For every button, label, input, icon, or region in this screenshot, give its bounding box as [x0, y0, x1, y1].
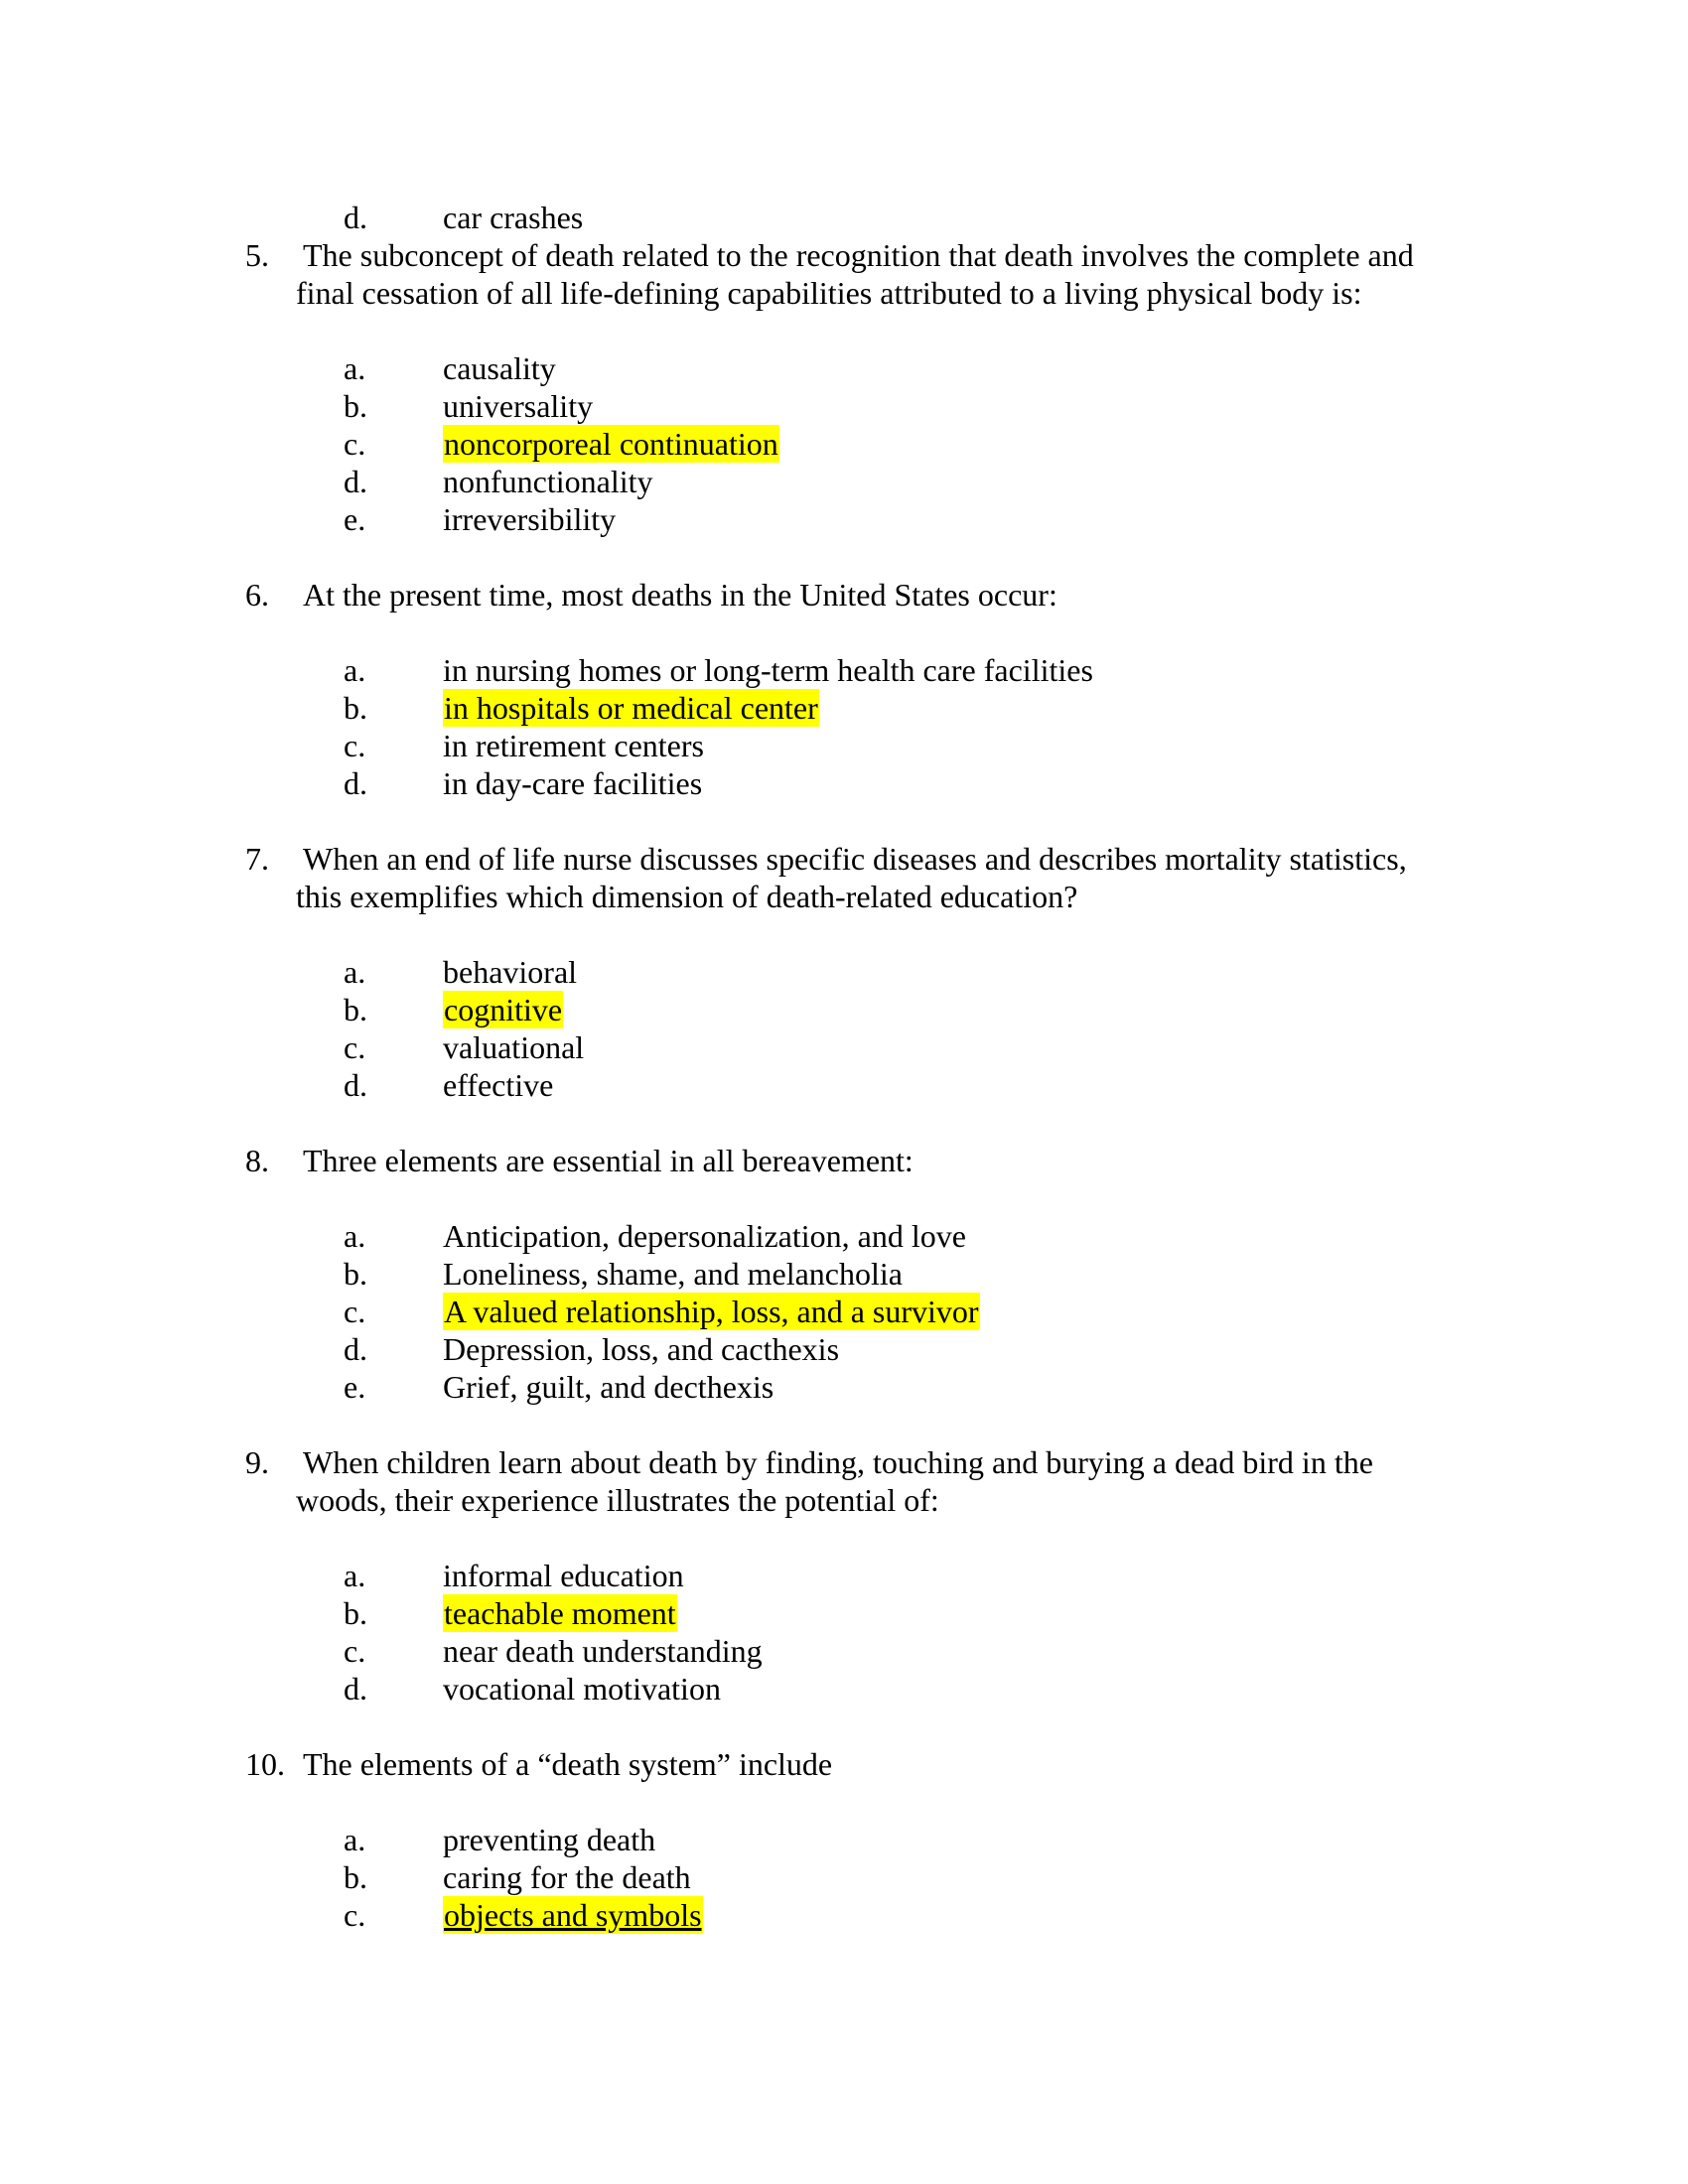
option-letter: a.	[344, 954, 366, 990]
option-letter: c.	[344, 728, 366, 763]
option-letter: c.	[344, 426, 366, 462]
question-number: 5.	[245, 237, 269, 273]
question-number: 7.	[245, 841, 269, 877]
option-letter: b.	[344, 1256, 367, 1292]
option-letter: d.	[344, 765, 367, 801]
option-text: universality	[443, 388, 594, 424]
option-letter: d.	[344, 1067, 367, 1103]
option-letter: b.	[344, 992, 367, 1027]
option-letter: c.	[344, 1897, 366, 1933]
option-text: car crashes	[443, 200, 584, 235]
option-letter: e.	[344, 501, 366, 537]
highlighted-answer: noncorporeal continuation	[444, 426, 778, 462]
option-text: Anticipation, depersonalization, and love	[443, 1218, 966, 1254]
option-text: near death understanding	[443, 1633, 763, 1669]
option-text: behavioral	[443, 954, 578, 990]
option-letter: a.	[344, 1218, 366, 1254]
option-letter: e.	[344, 1369, 366, 1405]
question-text: At the present time, most deaths in the United States occur:	[303, 577, 1057, 613]
question-number: 6.	[245, 577, 269, 613]
option-letter: b.	[344, 1595, 367, 1631]
question-text: The subconcept of death related to the recognition that death involves the complete and	[303, 237, 1414, 273]
option-letter: a.	[344, 1558, 366, 1593]
option-letter: c.	[344, 1294, 366, 1329]
option-letter: b.	[344, 388, 367, 424]
question-text-continued: this exemplifies which dimension of death-related education?	[296, 879, 1078, 914]
option-text: Grief, guilt, and decthexis	[443, 1369, 774, 1405]
option-text: irreversibility	[443, 501, 617, 537]
question-text: When an end of life nurse discusses specific diseases and describes mortality statistics,	[303, 841, 1407, 877]
option-letter: d.	[344, 200, 367, 235]
highlighted-answer: in hospitals or medical center	[444, 690, 818, 726]
highlighted-answer: objects and symbols	[444, 1897, 702, 1933]
option-letter: c.	[344, 1029, 366, 1065]
option-text: informal education	[443, 1558, 684, 1593]
option-text: nonfunctionality	[443, 464, 653, 499]
option-text: effective	[443, 1067, 554, 1103]
option-letter: d.	[344, 464, 367, 499]
option-text: causality	[443, 350, 556, 386]
option-letter: a.	[344, 1822, 366, 1857]
highlighted-answer: teachable moment	[444, 1595, 676, 1631]
option-letter: a.	[344, 350, 366, 386]
option-text: Depression, loss, and cacthexis	[443, 1331, 840, 1367]
option-letter: d.	[344, 1331, 367, 1367]
option-text: in nursing homes or long-term health care facilities	[443, 652, 1093, 688]
option-text: in day-care facilities	[443, 765, 703, 801]
option-letter: c.	[344, 1633, 366, 1669]
highlighted-answer: cognitive	[444, 992, 563, 1027]
highlighted-answer: A valued relationship, loss, and a survivor	[444, 1294, 979, 1329]
option-letter: a.	[344, 652, 366, 688]
question-number: 8.	[245, 1143, 269, 1178]
option-text: vocational motivation	[443, 1671, 721, 1706]
question-text: The elements of a “death system” include	[303, 1746, 833, 1782]
option-letter: b.	[344, 1859, 367, 1895]
option-text: preventing death	[443, 1822, 656, 1857]
question-number: 9.	[245, 1444, 269, 1480]
question-number: 10.	[245, 1746, 285, 1782]
option-text: caring for the death	[443, 1859, 691, 1895]
question-text: When children learn about death by finding, touching and burying a dead bird in the	[303, 1444, 1373, 1480]
option-text: in retirement centers	[443, 728, 704, 763]
option-letter: d.	[344, 1671, 367, 1706]
option-letter: b.	[344, 690, 367, 726]
question-text-continued: woods, their experience illustrates the potential of:	[296, 1482, 939, 1518]
option-text: Loneliness, shame, and melancholia	[443, 1256, 903, 1292]
option-text: valuational	[443, 1029, 585, 1065]
question-text-continued: final cessation of all life-defining capabilities attributed to a living physical body is:	[296, 275, 1362, 311]
question-text: Three elements are essential in all bereavement:	[303, 1143, 914, 1178]
